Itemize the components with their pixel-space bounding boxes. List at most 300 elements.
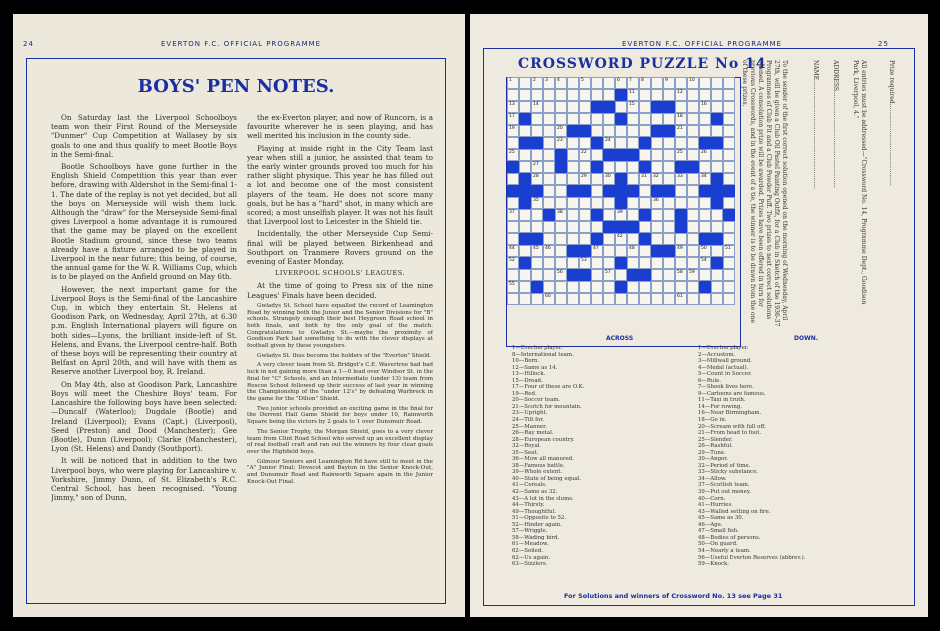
grid-cell[interactable] [663,77,675,89]
grid-cell[interactable] [507,281,519,293]
grid-cell[interactable] [615,125,627,137]
grid-cell[interactable] [663,293,675,305]
grid-cell[interactable] [651,257,663,269]
grid-cell[interactable] [723,101,735,113]
grid-cell[interactable] [507,101,519,113]
grid-cell[interactable] [615,245,627,257]
grid-cell[interactable] [543,101,555,113]
grid-cell[interactable] [543,161,555,173]
grid-cell[interactable] [531,125,543,137]
grid-cell[interactable] [531,269,543,281]
grid-cell[interactable] [699,221,711,233]
grid-cell[interactable] [555,269,567,281]
grid-cell[interactable] [723,89,735,101]
grid-cell[interactable] [723,197,735,209]
grid-cell[interactable] [579,197,591,209]
grid-cell[interactable] [675,293,687,305]
grid-cell[interactable] [687,269,699,281]
down-clue: 47—Small fish. [698,528,739,535]
grid-cell[interactable] [639,281,651,293]
grid-cell[interactable] [591,257,603,269]
grid-cell[interactable] [531,209,543,221]
grid-cell[interactable] [507,209,519,221]
grid-cell[interactable] [519,269,531,281]
grid-cell[interactable] [627,257,639,269]
grid-cell[interactable] [567,281,579,293]
grid-cell[interactable] [651,209,663,221]
col2b-paragraph: Two junior schools provided an exciting game in the final for the Derrent Hall Game Shield for boys under 10, Rainworth Square being the victors by 2 goals to 1 over Dunsmuir Road. [247,405,433,426]
grid-cell[interactable] [507,173,519,185]
grid-cell[interactable] [651,137,663,149]
grid-cell[interactable] [675,173,687,185]
grid-cell[interactable] [555,293,567,305]
grid-cell[interactable] [591,281,603,293]
grid-cell[interactable] [519,293,531,305]
grid-cell[interactable] [579,221,591,233]
grid-cell[interactable] [723,149,735,161]
grid-cell[interactable] [507,197,519,209]
grid-cell[interactable] [711,161,723,173]
grid-cell[interactable] [675,245,687,257]
grid-cell[interactable] [591,245,603,257]
grid-cell[interactable] [555,233,567,245]
grid-cell[interactable] [663,137,675,149]
grid-cell[interactable] [723,293,735,305]
grid-cell[interactable] [663,209,675,221]
grid-cell[interactable] [507,125,519,137]
grid-cell[interactable] [555,281,567,293]
grid-cell[interactable] [567,101,579,113]
grid-cell[interactable] [579,149,591,161]
grid-cell[interactable] [627,77,639,89]
grid-cell[interactable] [579,101,591,113]
grid-cell[interactable] [615,269,627,281]
grid-cell[interactable] [627,89,639,101]
grid-cell[interactable] [675,269,687,281]
grid-cell[interactable] [591,125,603,137]
grid-cell[interactable] [555,221,567,233]
grid-cell[interactable] [687,221,699,233]
grid-cell[interactable] [579,257,591,269]
grid-cell[interactable] [579,281,591,293]
grid-cell[interactable] [555,209,567,221]
grid-cell[interactable] [699,77,711,89]
grid-cell[interactable] [519,101,531,113]
grid-cell[interactable] [627,281,639,293]
grid-cell[interactable] [567,293,579,305]
grid-cell[interactable] [663,113,675,125]
grid-cell[interactable] [675,185,687,197]
grid-cell[interactable] [615,161,627,173]
grid-cell[interactable] [603,245,615,257]
grid-cell[interactable] [567,113,579,125]
grid-cell[interactable] [699,197,711,209]
grid-cell[interactable] [531,293,543,305]
grid-cell[interactable] [543,269,555,281]
grid-cell[interactable] [663,149,675,161]
grid-cell[interactable] [519,221,531,233]
grid-cell[interactable] [687,125,699,137]
grid-cell[interactable] [555,77,567,89]
grid-cell[interactable] [639,89,651,101]
grid-cell[interactable] [639,293,651,305]
grid-cell[interactable] [579,113,591,125]
grid-cell[interactable] [723,173,735,185]
grid-cell[interactable] [555,173,567,185]
grid-cell[interactable] [507,233,519,245]
grid-cell[interactable] [675,113,687,125]
grid-block [663,101,675,113]
grid-cell[interactable] [723,125,735,137]
grid-cell[interactable] [543,221,555,233]
grid-cell[interactable] [687,137,699,149]
grid-cell[interactable] [543,257,555,269]
grid-cell[interactable] [531,113,543,125]
grid-cell[interactable] [639,197,651,209]
grid-cell[interactable] [507,269,519,281]
clue-number: 3 [545,78,548,83]
grid-cell[interactable] [687,101,699,113]
clue-number: 11 [629,90,635,95]
grid-cell[interactable] [687,113,699,125]
grid-cell[interactable] [519,149,531,161]
grid-cell[interactable] [615,209,627,221]
grid-block [615,149,627,161]
grid-cell[interactable] [543,125,555,137]
grid-cell[interactable] [699,149,711,161]
grid-cell[interactable] [711,293,723,305]
grid-cell[interactable] [663,281,675,293]
grid-cell[interactable] [615,77,627,89]
grid-cell[interactable] [639,113,651,125]
grid-cell[interactable] [555,185,567,197]
grid-cell[interactable] [591,269,603,281]
grid-cell[interactable] [507,89,519,101]
grid-cell[interactable] [675,149,687,161]
grid-cell[interactable] [675,137,687,149]
grid-cell[interactable] [555,113,567,125]
grid-cell[interactable] [567,209,579,221]
grid-cell[interactable] [567,89,579,101]
grid-cell[interactable] [567,221,579,233]
grid-cell[interactable] [579,89,591,101]
grid-cell[interactable] [603,89,615,101]
grid-cell[interactable] [543,197,555,209]
grid-cell[interactable] [531,77,543,89]
grid-cell[interactable] [555,197,567,209]
grid-cell[interactable] [723,113,735,125]
grid-cell[interactable] [567,149,579,161]
grid-cell[interactable] [579,293,591,305]
grid-cell[interactable] [723,245,735,257]
grid-cell[interactable] [579,173,591,185]
grid-cell[interactable] [711,209,723,221]
grid-cell[interactable] [723,269,735,281]
grid-cell[interactable] [663,269,675,281]
grid-cell[interactable] [687,197,699,209]
grid-block [675,209,687,221]
grid-cell[interactable] [603,269,615,281]
grid-cell[interactable] [603,77,615,89]
grid-cell[interactable] [615,137,627,149]
grid-block [603,149,615,161]
grid-cell[interactable] [567,233,579,245]
grid-cell[interactable] [627,161,639,173]
grid-cell[interactable] [543,137,555,149]
grid-cell[interactable] [651,77,663,89]
grid-cell[interactable] [663,233,675,245]
grid-cell[interactable] [723,221,735,233]
grid-cell[interactable] [639,245,651,257]
grid-cell[interactable] [603,125,615,137]
clue-number: 58 [677,270,683,275]
grid-cell[interactable] [543,245,555,257]
grid-cell[interactable] [507,257,519,269]
grid-cell[interactable] [639,125,651,137]
grid-cell[interactable] [591,197,603,209]
grid-cell[interactable] [543,173,555,185]
grid-cell[interactable] [651,221,663,233]
grid-cell[interactable] [567,197,579,209]
grid-cell[interactable] [519,281,531,293]
grid-cell[interactable] [507,245,519,257]
grid-cell[interactable] [675,197,687,209]
grid-cell[interactable] [723,281,735,293]
grid-cell[interactable] [591,77,603,89]
grid-cell[interactable] [711,149,723,161]
grid-cell[interactable] [603,137,615,149]
grid-cell[interactable] [519,245,531,257]
grid-cell[interactable] [519,125,531,137]
grid-cell[interactable] [507,137,519,149]
grid-cell[interactable] [627,101,639,113]
grid-cell[interactable] [627,113,639,125]
grid-cell[interactable] [651,149,663,161]
grid-cell[interactable] [711,221,723,233]
grid-cell[interactable] [567,137,579,149]
grid-cell[interactable] [663,221,675,233]
grid-cell[interactable] [663,173,675,185]
grid-cell[interactable] [543,113,555,125]
grid-cell[interactable] [555,257,567,269]
grid-cell[interactable] [675,125,687,137]
grid-cell[interactable] [579,209,591,221]
grid-cell[interactable] [531,173,543,185]
grid-cell[interactable] [699,161,711,173]
grid-cell[interactable] [651,281,663,293]
grid-cell[interactable] [555,101,567,113]
grid-cell[interactable] [507,113,519,125]
grid-cell[interactable] [591,173,603,185]
grid-cell[interactable] [699,113,711,125]
grid-cell[interactable] [519,77,531,89]
grid-cell[interactable] [699,293,711,305]
grid-cell[interactable] [663,89,675,101]
grid-cell[interactable] [627,209,639,221]
grid-cell[interactable] [519,89,531,101]
down-clue: 32—Period of time. [698,462,751,469]
grid-cell[interactable] [687,233,699,245]
grid-cell[interactable] [531,149,543,161]
grid-cell[interactable] [675,89,687,101]
crossword-grid[interactable] [507,77,735,305]
grid-cell[interactable] [543,77,555,89]
grid-cell[interactable] [639,173,651,185]
grid-cell[interactable] [627,233,639,245]
grid-cell[interactable] [531,161,543,173]
grid-cell[interactable] [555,125,567,137]
grid-cell[interactable] [603,257,615,269]
grid-cell[interactable] [591,149,603,161]
grid-cell[interactable] [639,77,651,89]
grid-cell[interactable] [627,245,639,257]
grid-cell[interactable] [531,101,543,113]
grid-cell[interactable] [603,197,615,209]
grid-cell[interactable] [555,137,567,149]
grid-cell[interactable] [651,89,663,101]
grid-cell[interactable] [591,113,603,125]
grid-cell[interactable] [639,101,651,113]
grid-cell[interactable] [543,233,555,245]
grid-cell[interactable] [603,113,615,125]
grid-block [699,281,711,293]
grid-cell[interactable] [711,101,723,113]
grid-cell[interactable] [675,101,687,113]
grid-cell[interactable] [567,173,579,185]
grid-cell[interactable] [627,197,639,209]
grid-cell[interactable] [687,89,699,101]
grid-cell[interactable] [615,233,627,245]
grid-cell[interactable] [519,161,531,173]
grid-cell[interactable] [711,125,723,137]
grid-cell[interactable] [687,281,699,293]
grid-cell[interactable] [687,77,699,89]
grid-cell[interactable] [603,173,615,185]
grid-cell[interactable] [675,77,687,89]
grid-cell[interactable] [579,233,591,245]
grid-cell[interactable] [711,77,723,89]
grid-cell[interactable] [591,221,603,233]
grid-cell[interactable] [531,89,543,101]
grid-cell[interactable] [675,281,687,293]
grid-cell[interactable] [687,149,699,161]
grid-cell[interactable] [675,233,687,245]
grid-cell[interactable] [651,293,663,305]
grid-cell[interactable] [531,245,543,257]
grid-cell[interactable] [567,77,579,89]
grid-cell[interactable] [603,209,615,221]
grid-cell[interactable] [663,257,675,269]
grid-cell[interactable] [639,221,651,233]
grid-cell[interactable] [723,137,735,149]
grid-cell[interactable] [699,269,711,281]
grid-cell[interactable] [615,293,627,305]
grid-cell[interactable] [531,257,543,269]
grid-cell[interactable] [531,197,543,209]
grid-cell[interactable] [711,269,723,281]
grid-cell[interactable] [567,161,579,173]
grid-cell[interactable] [723,161,735,173]
grid-cell[interactable] [555,245,567,257]
grid-cell[interactable] [591,293,603,305]
grid-cell[interactable] [687,245,699,257]
grid-cell[interactable] [651,173,663,185]
grid-cell[interactable] [687,185,699,197]
grid-cell[interactable] [687,257,699,269]
grid-cell[interactable] [723,257,735,269]
grid-cell[interactable] [555,89,567,101]
grid-cell[interactable] [603,293,615,305]
grid-cell[interactable] [543,149,555,161]
grid-cell[interactable] [651,233,663,245]
grid-block [663,125,675,137]
grid-cell[interactable] [699,101,711,113]
grid-cell[interactable] [699,209,711,221]
grid-cell[interactable] [627,137,639,149]
grid-cell[interactable] [579,77,591,89]
grid-cell[interactable] [507,293,519,305]
grid-cell[interactable] [699,125,711,137]
grid-cell[interactable] [699,173,711,185]
grid-cell[interactable] [687,209,699,221]
grid-cell[interactable] [603,161,615,173]
grid-cell[interactable] [543,89,555,101]
grid-cell[interactable] [591,89,603,101]
grid-cell[interactable] [699,245,711,257]
grid-cell[interactable] [639,185,651,197]
grid-cell[interactable] [687,173,699,185]
grid-cell[interactable] [543,281,555,293]
grid-cell[interactable] [579,161,591,173]
grid-cell[interactable] [699,89,711,101]
grid-cell[interactable] [531,221,543,233]
grid-cell[interactable] [711,281,723,293]
grid-cell[interactable] [699,257,711,269]
grid-cell[interactable] [603,233,615,245]
grid-cell[interactable] [723,233,735,245]
grid-cell[interactable] [507,221,519,233]
grid-cell[interactable] [711,89,723,101]
grid-cell[interactable] [627,173,639,185]
grid-cell[interactable] [651,161,663,173]
grid-cell[interactable] [663,197,675,209]
grid-cell[interactable] [687,293,699,305]
grid-cell[interactable] [579,137,591,149]
grid-cell[interactable] [651,197,663,209]
grid-cell[interactable] [711,245,723,257]
grid-cell[interactable] [639,257,651,269]
across-clue: 17—Four of these are O.K. [512,384,585,391]
grid-cell[interactable] [639,149,651,161]
grid-cell[interactable] [603,281,615,293]
grid-cell[interactable] [675,257,687,269]
down-clue-list [698,345,898,568]
grid-cell[interactable] [627,293,639,305]
grid-cell[interactable] [507,77,519,89]
grid-cell[interactable] [507,149,519,161]
grid-cell[interactable] [651,113,663,125]
grid-cell[interactable] [615,101,627,113]
grid-cell[interactable] [627,125,639,137]
grid-cell[interactable] [591,185,603,197]
grid-cell[interactable] [543,185,555,197]
grid-cell[interactable] [519,209,531,221]
grid-cell[interactable] [567,257,579,269]
grid-cell[interactable] [543,293,555,305]
grid-cell[interactable] [723,77,735,89]
grid-cell[interactable] [663,161,675,173]
grid-cell[interactable] [651,269,663,281]
